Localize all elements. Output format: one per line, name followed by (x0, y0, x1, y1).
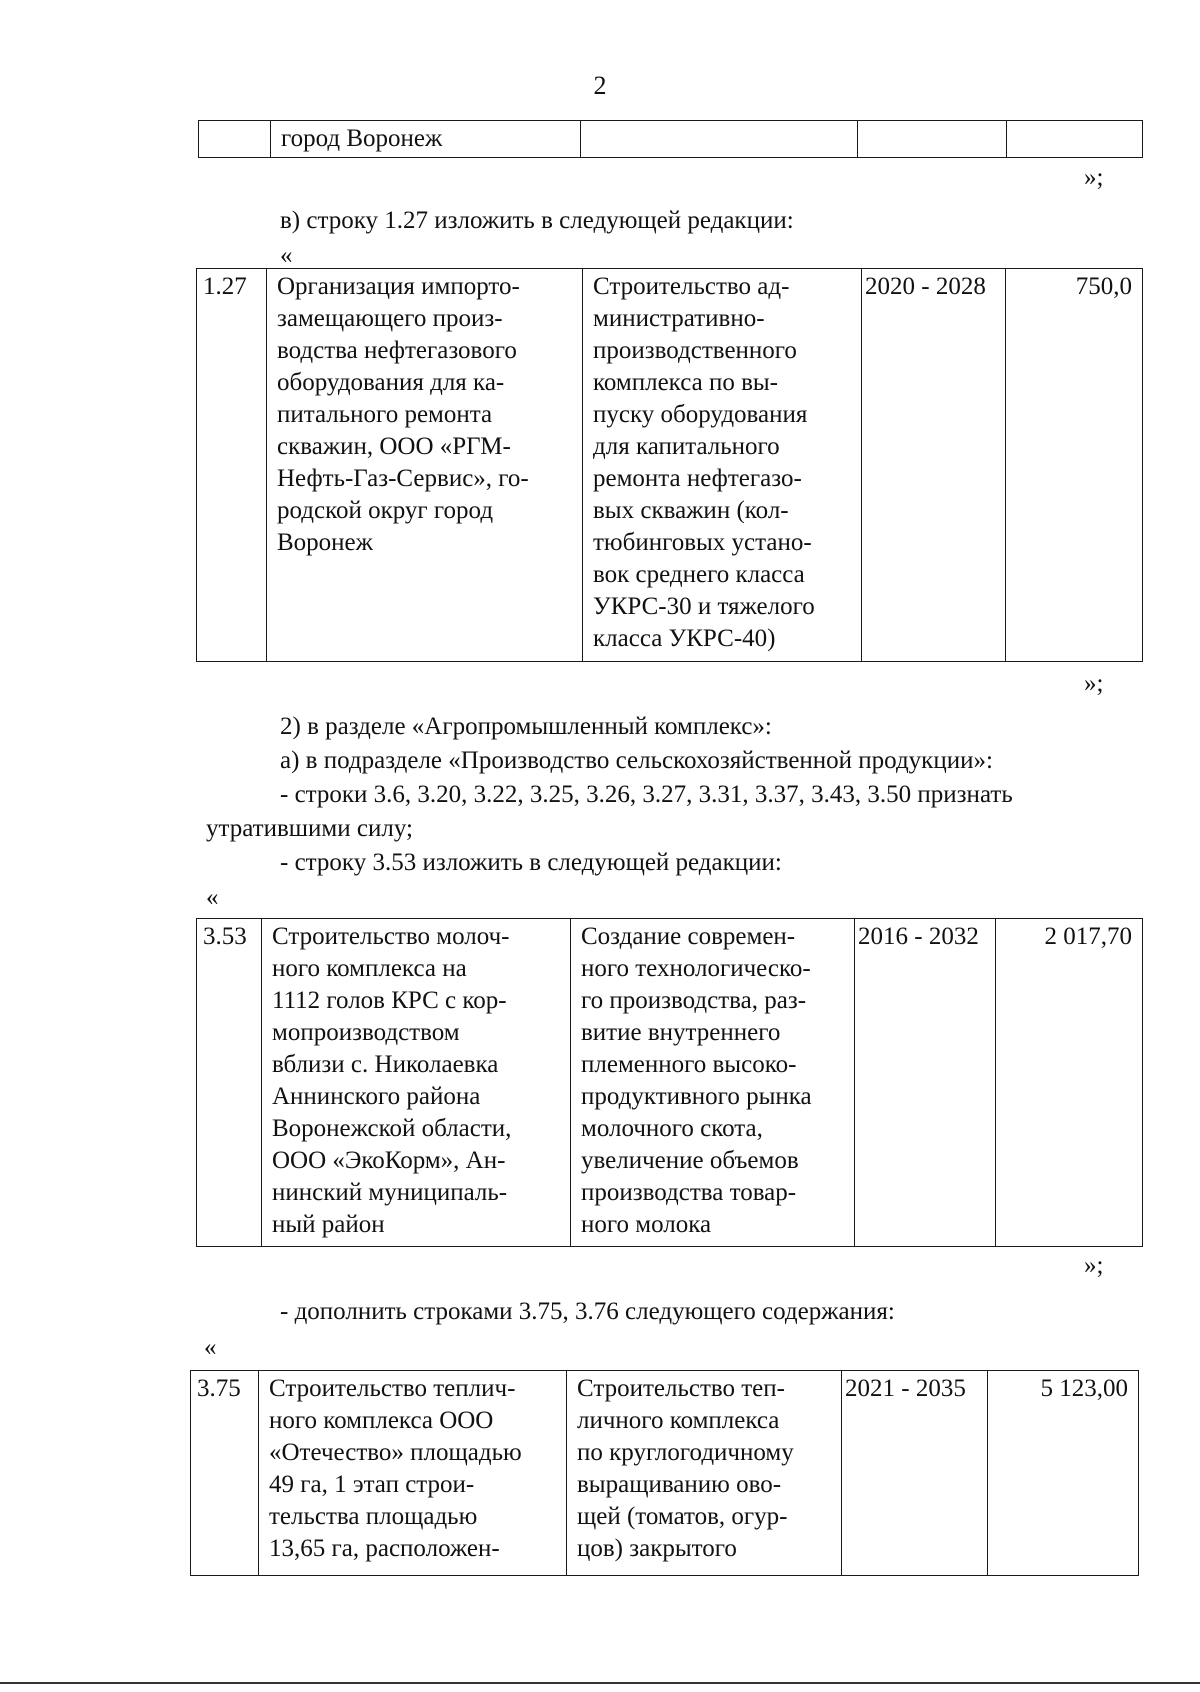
cell-amount: 2 017,70 (996, 919, 1143, 1247)
cell-desc: Строительство ад- министративно- производственного комплекса по вы- пуску оборудования для капитального ремонта нефтегазо- вых скважин (кол- тюбинговых устано- вок среднего класса УКРС-30 и тяжелого класса УКРС-40) (583, 269, 862, 662)
cell-period: 2021 - 2035 (842, 1371, 988, 1576)
paragraph-lines-2: утратившими силу; (206, 815, 413, 842)
paragraph-v: в) строку 1.27 изложить в следующей редакции: (280, 207, 794, 234)
cell-name: Строительство теплич- ного комплекса ООО «Отечество» площадью 49 га, 1 этап строи- тельства площадью 13,65 га, расположен- (259, 1371, 567, 1576)
cell-name: Организация импорто- замещающего произ- водства нефтегазового оборудования для ка- питального ремонта скважин, ООО «РГМ- Нефть-Газ-Сервис», го- родской округ город Воронеж (267, 269, 583, 662)
paragraph-353: - строку 3.53 изложить в следующей редакции: (280, 849, 782, 876)
paragraph-2: 2) в разделе «Агропромышленный комплекс»: (280, 713, 772, 740)
bottom-rule (0, 1682, 1200, 1684)
cell-desc (581, 121, 858, 158)
paragraph-a: а) в подразделе «Производство сельскохозяйственной продукции»: (280, 747, 993, 774)
cell-num: 3.53 (197, 919, 262, 1247)
paragraph-lines-1: - строки 3.6, 3.20, 3.22, 3.25, 3.26, 3.27, 3.31, 3.37, 3.43, 3.50 признать (280, 781, 1013, 808)
table-continuation (198, 120, 1143, 158)
page-number: 2 (593, 71, 607, 100)
opening-quote: « (280, 242, 293, 269)
cell-amount (1007, 121, 1143, 158)
cell-num: 1.27 (197, 269, 267, 662)
closing-quote: »; (1084, 670, 1104, 697)
table-row (191, 1371, 1139, 1576)
table-row (199, 121, 1143, 158)
cell-desc: Строительство теп- личного комплекса по круглогодичному выращиванию ово- щей (томатов, огур- цов) закрытого (567, 1371, 842, 1576)
opening-quote: « (204, 1334, 217, 1361)
cell-period: 2020 - 2028 (862, 269, 1006, 662)
cell-desc: Создание современ- ного технологическо- го производства, раз- витие внутреннего племенного высоко- продуктивного рынка молочного скота, увеличение объемов производства товар- ного молока (571, 919, 855, 1247)
cell-amount: 5 123,00 (988, 1371, 1139, 1576)
table-row (197, 919, 1143, 1247)
cell-period: 2016 - 2032 (855, 919, 996, 1247)
closing-quote: »; (1084, 1252, 1104, 1279)
cell-period (858, 121, 1007, 158)
cell-amount: 750,0 (1006, 269, 1143, 662)
table-row-1-27 (196, 268, 1143, 662)
cell-num (199, 121, 271, 158)
cell-name: город Воронеж (271, 121, 581, 158)
cell-num: 3.75 (191, 1371, 259, 1576)
closing-quote: »; (1084, 164, 1104, 191)
table-row (197, 269, 1143, 662)
opening-quote: « (206, 884, 219, 911)
paragraph-add: - дополнить строками 3.75, 3.76 следующего содержания: (280, 1298, 895, 1325)
table-row-3-53 (196, 918, 1143, 1247)
cell-name: Строительство молоч- ного комплекса на 1112 голов КРС с кор- мопроизводством вблизи с. Николаевка Аннинского района Воронежской области, ООО «ЭкоКорм», Ан- нинский муниципаль- ный район (262, 919, 571, 1247)
table-row-3-75 (190, 1370, 1139, 1576)
